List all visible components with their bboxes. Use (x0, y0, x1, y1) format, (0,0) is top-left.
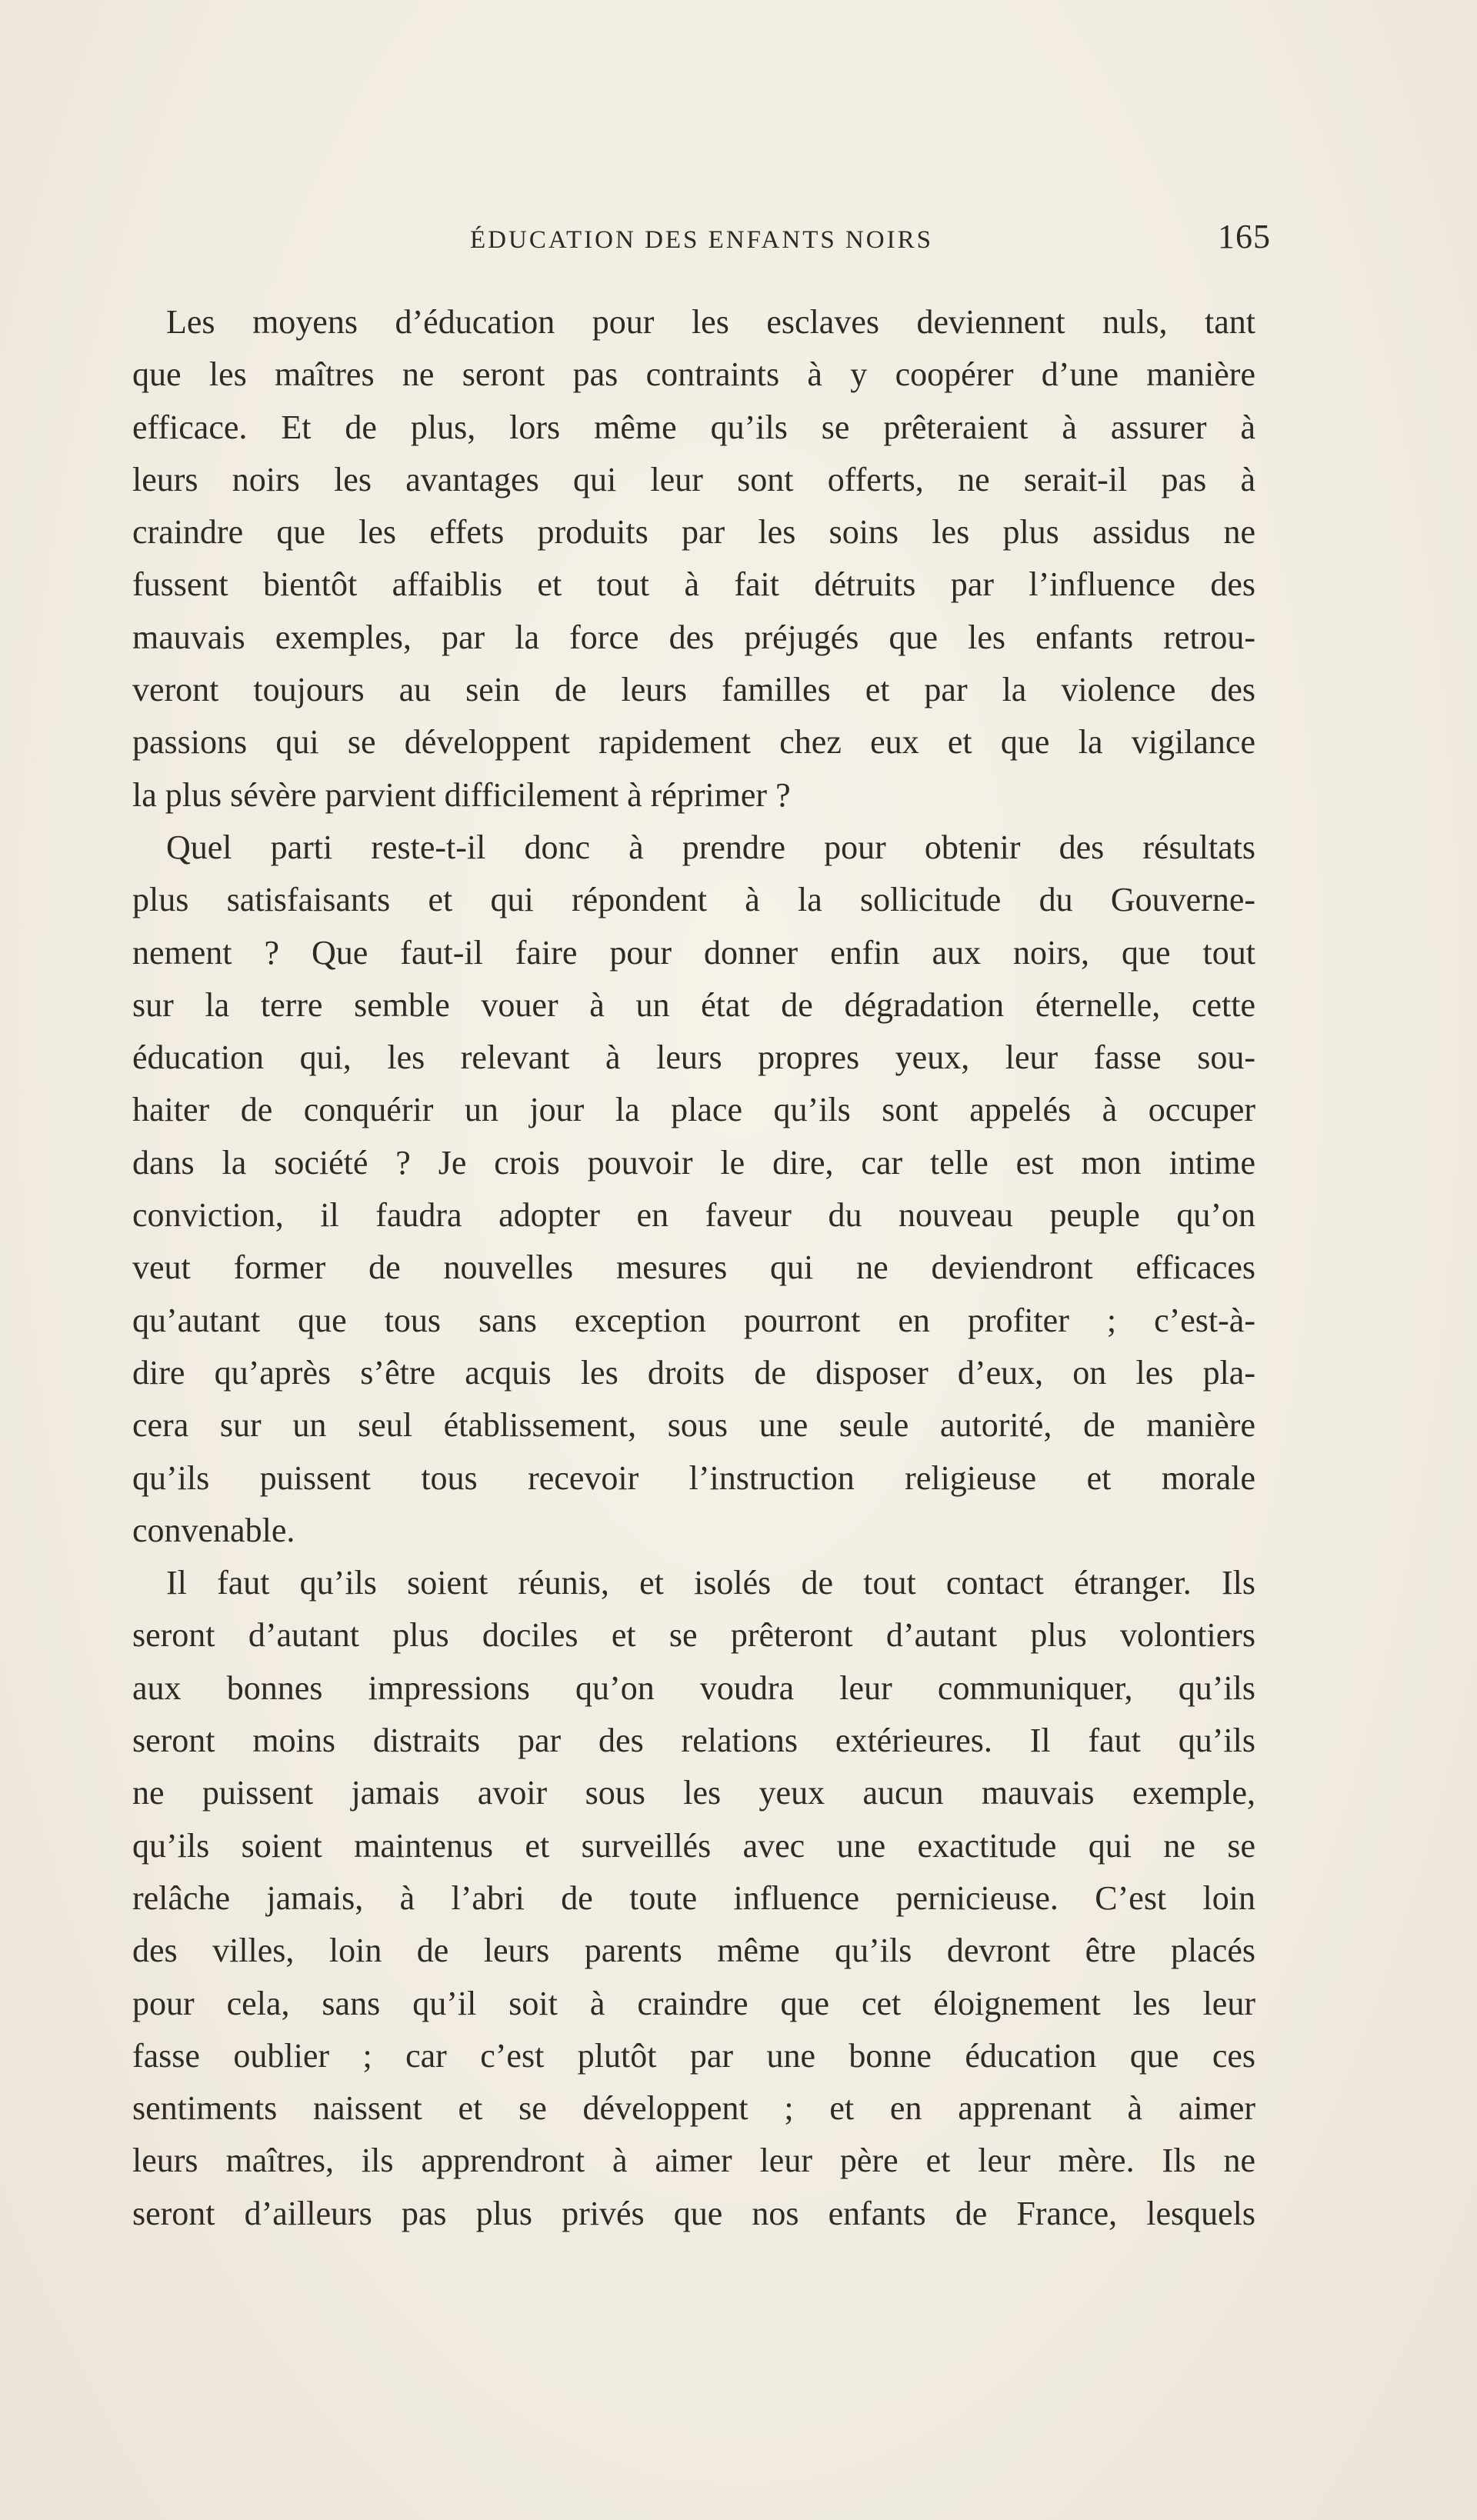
text-line: seront d’ailleurs pas plus privés que nos enfants de France, lesquels (132, 2194, 1255, 2232)
text-line: sur la terre semble vouer à un état de dégradation éternelle, cette (132, 985, 1255, 1024)
text-line: qu’ils puissent tous recevoir l’instruction religieuse et morale (132, 1458, 1255, 1497)
paragraph-2 (132, 822, 1255, 1557)
text-line: passions qui se développent rapidement chez eux et que la vigilance (132, 723, 1255, 762)
text-line: plus satisfaisants et qui répondent à la sollicitude du Gouverne- (132, 881, 1255, 919)
text-line: la plus sévère parvient difficilement à réprimer ? (132, 775, 791, 814)
paragraph-1 (132, 296, 1255, 822)
text-line: dire qu’après s’être acquis les droits de disposer d’eux, on les pla- (132, 1353, 1255, 1392)
text-line: efficace. Et de plus, lors même qu’ils se prêteraient à assurer à (132, 408, 1255, 446)
text-line: fasse oublier ; car c’est plutôt par une bonne éducation que ces (132, 2036, 1255, 2075)
page-number: 165 (1218, 218, 1271, 255)
text-line: Les moyens d’éducation pour les esclaves deviennent nuls, tant (132, 303, 1255, 341)
text-line: pour cela, sans qu’il soit à craindre que cet éloignement les leur (132, 1984, 1255, 2022)
text-line: fussent bientôt affaiblis et tout à fait détruits par l’influence des (132, 565, 1255, 604)
text-line: seront d’autant plus dociles et se prêteront d’autant plus volontiers (132, 1616, 1255, 1655)
running-header (132, 217, 1271, 263)
text-line: Quel parti reste-t-il donc à prendre pour obtenir des résultats (132, 828, 1255, 866)
text-line: qu’autant que tous sans exception pourront en profiter ; c’est-à- (132, 1301, 1255, 1339)
text-line: que les maîtres ne seront pas contraints à y coopérer d’une manière (132, 355, 1255, 394)
text-line: relâche jamais, à l’abri de toute influence pernicieuse. C’est loin (132, 1878, 1255, 1917)
text-line: veront toujours au sein de leurs familles et par la violence des (132, 671, 1255, 709)
text-line: seront moins distraits par des relations extérieures. Il faut qu’ils (132, 1722, 1255, 1760)
running-title: ÉDUCATION DES ENFANTS NOIRS (470, 226, 933, 254)
text-line: mauvais exemples, par la force des préjugés que les enfants retrou- (132, 618, 1255, 656)
text-line: veut former de nouvelles mesures qui ne deviendront efficaces (132, 1248, 1255, 1287)
text-line: conviction, il faudra adopter en faveur du nouveau peuple qu’on (132, 1196, 1255, 1235)
text-line: convenable. (132, 1511, 295, 1549)
text-line: craindre que les effets produits par les soins les plus assidus ne (132, 513, 1255, 552)
text-line: ne puissent jamais avoir sous les yeux aucun mauvais exemple, (132, 1774, 1255, 1812)
text-line: sentiments naissent et se développent ; et en apprenant à aimer (132, 2089, 1255, 2128)
text-line: leurs maîtres, ils apprendront à aimer leur père et leur mère. Ils ne (132, 2142, 1255, 2180)
text-line: cera sur un seul établissement, sous une seule autorité, de manière (132, 1406, 1255, 1445)
text-line: haiter de conquérir un jour la place qu’ils sont appelés à occuper (132, 1091, 1255, 1129)
text-line: aux bonnes impressions qu’on voudra leur communiquer, qu’ils (132, 1668, 1255, 1707)
text-line: des villes, loin de leurs parents même qu’ils devront être placés (132, 1932, 1255, 1970)
text-line: dans la société ? Je crois pouvoir le dire, car telle est mon intime (132, 1143, 1255, 1182)
text-line: Il faut qu’ils soient réunis, et isolés de tout contact étranger. Ils (132, 1564, 1255, 1602)
text-line: éducation qui, les relevant à leurs propres yeux, leur fasse sou- (132, 1038, 1255, 1077)
body-text (132, 296, 1255, 2240)
text-line: nement ? Que faut-il faire pour donner enfin aux noirs, que tout (132, 933, 1255, 972)
text-line: leurs noirs les avantages qui leur sont offerts, ne serait-il pas à (132, 460, 1255, 498)
paragraph-3 (132, 1557, 1255, 2240)
text-line: qu’ils soient maintenus et surveillés avec une exactitude qui ne se (132, 1826, 1255, 1865)
